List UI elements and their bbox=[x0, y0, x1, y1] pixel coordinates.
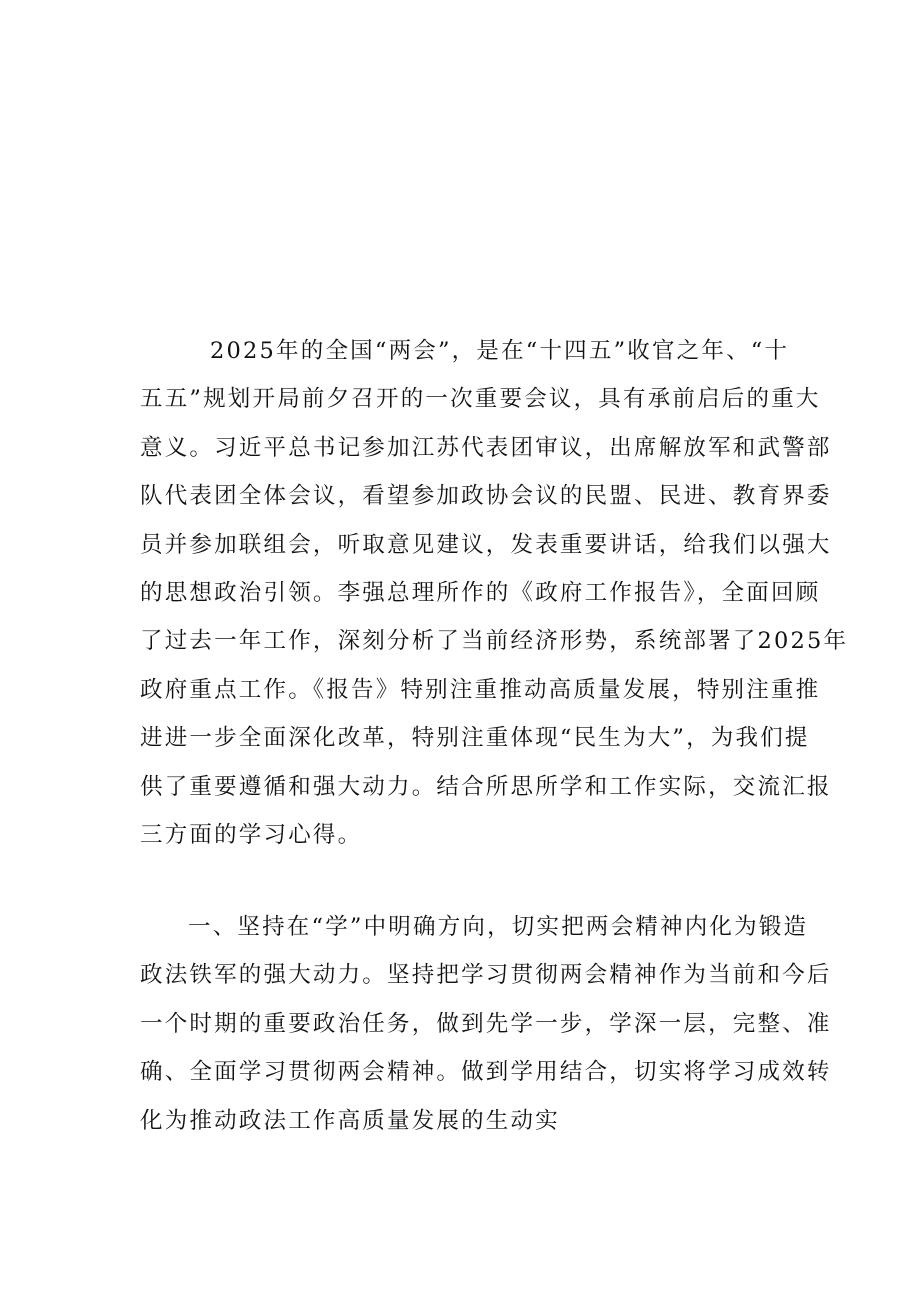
paragraph-line: 化为推动政法工作高质量发展的生动实 bbox=[140, 1107, 560, 1134]
paragraph-line: 2025年的全国“两会”，是在“十四五”收官之年、“十 bbox=[210, 338, 790, 364]
paragraph-line: 员并参加联组会，听取意见建议，发表重要讲话，给我们以强大 bbox=[140, 531, 832, 558]
paragraph-line: 三方面的学习心得。 bbox=[140, 822, 363, 849]
intro-paragraph bbox=[140, 327, 849, 859]
paragraph-line: 队代表团全体会议，看望参加政协会议的民盟、民进、教育界委 bbox=[140, 483, 832, 510]
section-one-paragraph bbox=[140, 903, 832, 1145]
paragraph-line: 供了重要遵循和强大动力。结合所思所学和工作实际，交流汇报 bbox=[140, 773, 832, 800]
section-heading-line: 一、坚持在“学”中明确方向，切实把两会精神内化为锻造 bbox=[188, 914, 809, 940]
paragraph-line: 进进一步全面深化改革，特别注重体现“民生为大”，为我们提 bbox=[140, 725, 810, 752]
paragraph-line: 确、全面学习贯彻两会精神。做到学用结合，切实将学习成效转 bbox=[140, 1059, 832, 1086]
paragraph-line: 政法铁军的强大动力。坚持把学习贯彻两会精神作为当前和今后 bbox=[140, 962, 832, 989]
paragraph-line: 一个时期的重要政治任务，做到先学一步，学深一层，完整、准 bbox=[140, 1010, 832, 1037]
paragraph-line: 政府重点工作。《报告》特别注重推动高质量发展，特别注重推 bbox=[140, 676, 821, 703]
paragraph-line: 的思想政治引领。李强总理所作的《政府工作报告》，全面回顾 bbox=[140, 580, 821, 607]
paragraph-line: 了过去一年工作，深刻分析了当前经济形势，系统部署了2025年 bbox=[140, 628, 849, 655]
paragraph-line: 意义。习近平总书记参加江苏代表团审议，出席解放军和武警部 bbox=[140, 434, 832, 461]
paragraph-line: 五五”规划开局前夕召开的一次重要会议，具有承前启后的重大 bbox=[140, 386, 821, 413]
